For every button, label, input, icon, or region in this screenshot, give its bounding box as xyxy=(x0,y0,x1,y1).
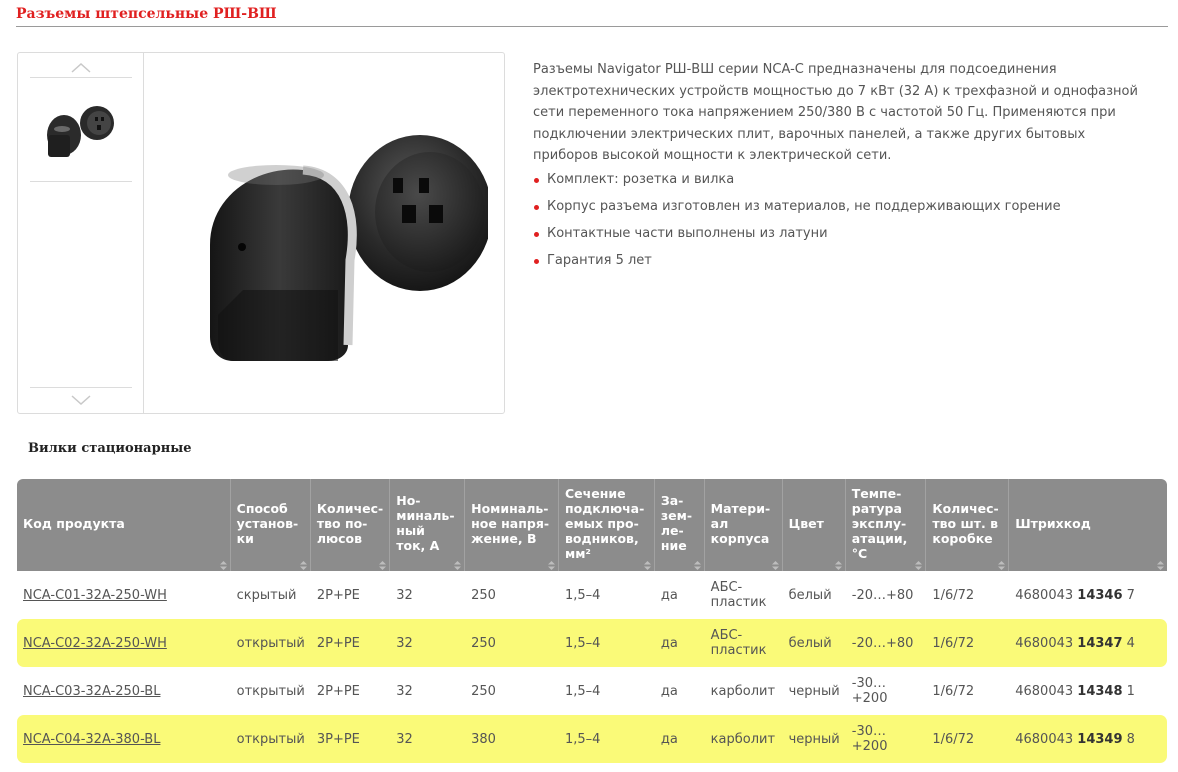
cell-section: 1,5–4 xyxy=(564,587,601,603)
product-code-link[interactable]: NCA-C02-32A-250-WH xyxy=(23,635,167,651)
thumb-divider xyxy=(30,181,132,182)
sort-icon[interactable] xyxy=(998,558,1005,567)
table-body xyxy=(17,571,1167,763)
cell-current: 32 xyxy=(390,715,465,763)
feature-item: Контактные части выполнены из латуни xyxy=(533,224,1061,251)
cell-voltage: 250 xyxy=(471,683,496,699)
cell-code xyxy=(17,619,231,667)
cell-temp: -20…+80 xyxy=(851,587,914,603)
cell-poles: 2P+PE xyxy=(316,683,360,699)
sort-icon[interactable] xyxy=(1157,558,1164,567)
cell-current: 32 xyxy=(396,587,413,603)
column-header[interactable] xyxy=(705,479,783,571)
sort-icon[interactable] xyxy=(220,558,227,567)
barcode-part: 14347 xyxy=(1077,635,1123,651)
cell-voltage: 250 xyxy=(471,587,496,603)
table-row xyxy=(17,571,1167,619)
cell-material: карболит xyxy=(705,715,783,763)
sort-icon[interactable] xyxy=(835,558,842,567)
column-header-label: Матери-ал корпуса xyxy=(710,500,771,546)
cell-poles: 3P+PE xyxy=(311,715,390,763)
column-header[interactable] xyxy=(655,479,705,571)
column-header-label: Номиналь-ное напря-жение, В xyxy=(471,500,550,546)
cell-ground: да xyxy=(660,683,678,699)
column-header[interactable] xyxy=(559,479,655,571)
cell-ground: да xyxy=(660,587,678,603)
cell-temp: -30…+200 xyxy=(851,676,888,706)
cell-voltage: 250 xyxy=(465,619,559,667)
cell-material: АБС-пластик xyxy=(705,619,783,667)
cell-install: открытый xyxy=(236,683,305,699)
cell-color: черный xyxy=(788,683,840,699)
cell-color: черный xyxy=(783,715,846,763)
cell-color: белый xyxy=(783,619,846,667)
cell-section: 1,5–4 xyxy=(559,715,655,763)
column-header-label: Количес-тво шт. в коробке xyxy=(932,500,999,546)
cell-current: 32 xyxy=(396,683,413,699)
chevron-down-icon[interactable] xyxy=(70,393,92,407)
cell-temp: -30…+200 xyxy=(846,715,927,763)
barcode-part: 14348 xyxy=(1077,683,1123,699)
cell-barcode xyxy=(1009,667,1167,715)
barcode-part: 8 xyxy=(1126,731,1135,747)
cell-poles: 2P+PE xyxy=(316,587,360,603)
column-header[interactable] xyxy=(783,479,846,571)
feature-item: Корпус разъема изготовлен из материалов, не поддерживающих горение xyxy=(533,197,1061,224)
column-header[interactable] xyxy=(390,479,465,571)
sort-icon[interactable] xyxy=(379,558,386,567)
product-main-image xyxy=(178,115,488,365)
cell-install: открытый xyxy=(231,619,311,667)
cell-voltage: 380 xyxy=(465,715,559,763)
cell-barcode xyxy=(1009,619,1167,667)
column-header-label: Код продукта xyxy=(23,515,125,531)
cell-material: карболит xyxy=(710,683,776,699)
feature-item: Гарантия 5 лет xyxy=(533,251,1061,278)
sort-icon[interactable] xyxy=(694,558,701,567)
title-divider xyxy=(16,26,1168,27)
chevron-up-icon[interactable] xyxy=(70,61,92,75)
column-header-label: Цвет xyxy=(788,515,824,531)
product-code-link[interactable]: NCA-C04-32A-380-BL xyxy=(23,731,161,747)
cell-code xyxy=(17,667,231,715)
cell-section: 1,5–4 xyxy=(559,619,655,667)
cell-color: белый xyxy=(788,587,832,603)
column-header[interactable] xyxy=(17,479,231,571)
cell-qty: 1/6/72 xyxy=(932,683,975,699)
sort-icon[interactable] xyxy=(454,558,461,567)
column-header[interactable] xyxy=(311,479,390,571)
cell-barcode xyxy=(1009,571,1167,619)
cell-ground: да xyxy=(655,619,705,667)
products-table xyxy=(17,479,1167,763)
sort-icon[interactable] xyxy=(772,558,779,567)
column-header[interactable] xyxy=(465,479,559,571)
cell-poles: 2P+PE xyxy=(311,619,390,667)
column-header-label: За-зем-ле-ние xyxy=(660,493,693,553)
cell-qty: 1/6/72 xyxy=(932,587,975,603)
column-header[interactable] xyxy=(926,479,1009,571)
barcode-part: 4680043 xyxy=(1015,587,1074,603)
cell-current: 32 xyxy=(390,619,465,667)
table-row xyxy=(17,619,1167,667)
barcode-part: 1 xyxy=(1126,683,1135,699)
sort-icon[interactable] xyxy=(300,558,307,567)
product-thumbnail[interactable] xyxy=(42,95,122,165)
column-header-label: Сечение подключа-емых про-водников, мм² xyxy=(564,485,645,561)
product-code-link[interactable]: NCA-C03-32A-250-BL xyxy=(23,683,161,699)
thumbnail-strip xyxy=(18,53,144,413)
cell-ground: да xyxy=(655,715,705,763)
cell-material: АБС-пластик xyxy=(710,580,767,610)
product-code-link[interactable]: NCA-C01-32A-250-WH xyxy=(23,587,167,603)
feature-list xyxy=(533,170,1061,278)
barcode-part: 14346 xyxy=(1077,587,1123,603)
barcode-part: 14349 xyxy=(1077,731,1123,747)
cell-install: открытый xyxy=(231,715,311,763)
barcode-part: 4680043 xyxy=(1015,635,1074,651)
section-title: Вилки стационарные xyxy=(28,441,192,456)
cell-code xyxy=(17,715,231,763)
cell-temp: -20…+80 xyxy=(846,619,927,667)
column-header-label: Способ установ-ки xyxy=(236,500,299,546)
feature-item: Комплект: розетка и вилка xyxy=(533,170,1061,197)
column-header[interactable] xyxy=(846,479,927,571)
sort-icon[interactable] xyxy=(644,558,651,567)
column-header-label: Но-миналь-ный ток, А xyxy=(396,493,455,553)
cell-barcode xyxy=(1009,715,1167,763)
page-title: Разъемы штепсельные РШ-ВШ xyxy=(16,6,277,22)
barcode-part: 4 xyxy=(1126,635,1135,651)
barcode-part: 4680043 xyxy=(1015,683,1074,699)
cell-install: скрытый xyxy=(236,587,297,603)
column-header[interactable] xyxy=(231,479,311,571)
cell-qty: 1/6/72 xyxy=(926,619,1009,667)
column-header-label: Штрихкод xyxy=(1015,515,1091,531)
thumb-divider xyxy=(30,77,132,78)
sort-icon[interactable] xyxy=(548,558,555,567)
column-header-label: Темпе-ратура эксплу-атации, °С xyxy=(851,485,908,561)
column-header[interactable] xyxy=(1009,479,1167,571)
barcode-part: 4680043 xyxy=(1015,731,1074,747)
table-header-row xyxy=(17,479,1167,571)
cell-code xyxy=(17,571,231,619)
column-header-label: Количес-тво по-люсов xyxy=(316,500,384,546)
product-gallery xyxy=(17,52,505,414)
table-row xyxy=(17,715,1167,763)
table-row xyxy=(17,667,1167,715)
product-description: Разъемы Navigator РШ-ВШ серии NCA-C предназначены для подсоединения электротехнических устройств мощностью до 7 кВт (32 А) к трехфазной и однофазной сети переменного тока напряжением 250/380 В с частотой 50 Гц. Применяются при подключении электрических плит, варочных панелей, а также других бытовых приборов высокой мощности к электрической сети. xyxy=(533,62,1138,163)
cell-section: 1,5–4 xyxy=(564,683,601,699)
barcode-part: 7 xyxy=(1126,587,1135,603)
thumb-divider xyxy=(30,387,132,388)
cell-qty: 1/6/72 xyxy=(926,715,1009,763)
sort-icon[interactable] xyxy=(915,558,922,567)
